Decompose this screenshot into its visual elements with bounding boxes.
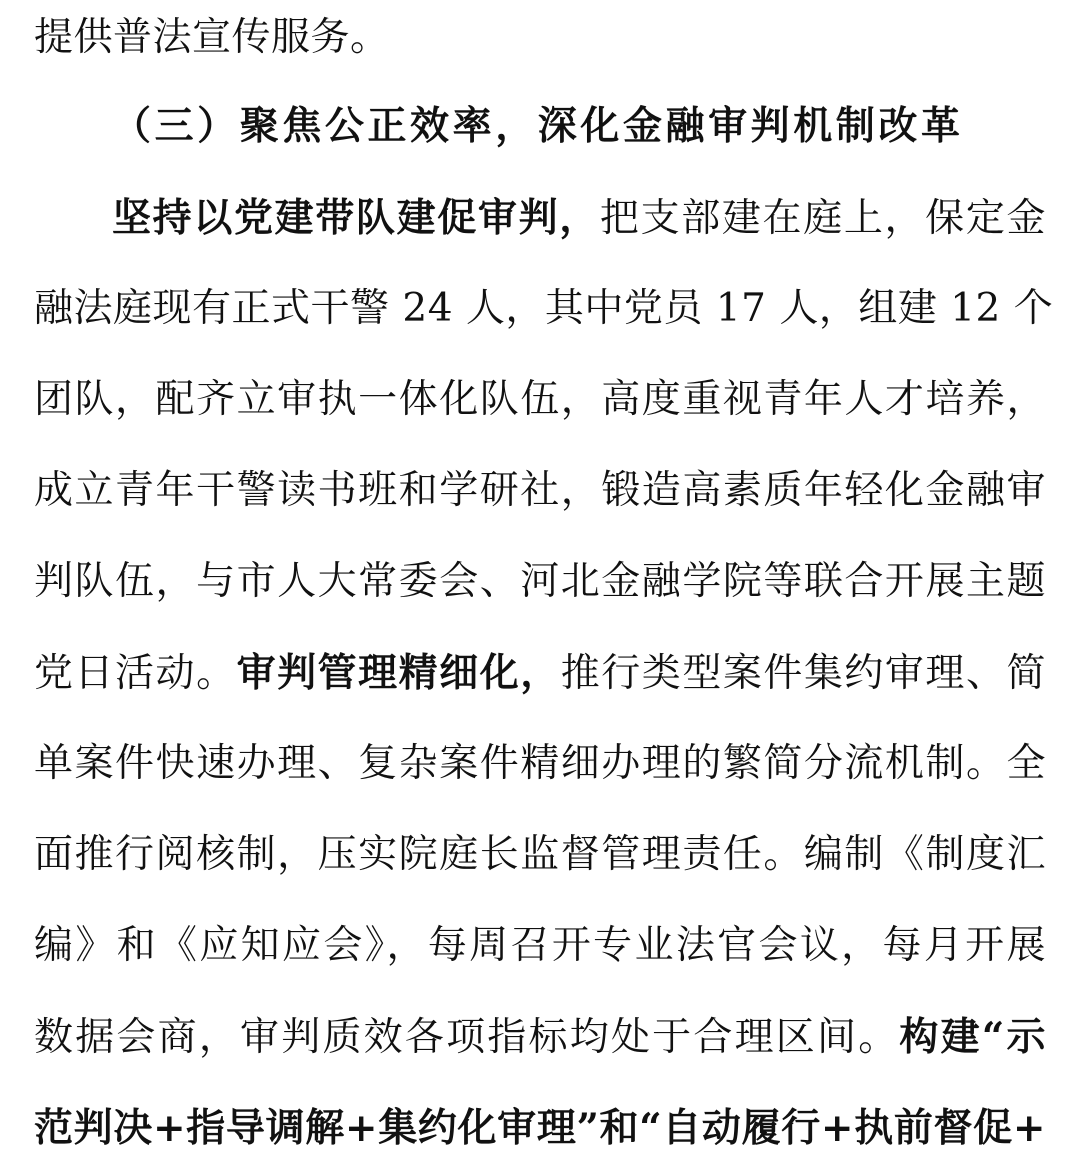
- body-line: 成立青年干警读书班和学研社，锻造高素质年轻化金融审: [34, 468, 1046, 513]
- body-line: [34, 641, 1046, 705]
- section-heading: （三）聚焦公正效率，深化金融审判机制改革: [112, 103, 962, 149]
- bold-lead-text: 审判管理精细化，: [236, 650, 561, 696]
- bold-lead-text: 坚持以党建带队建促审判，: [112, 195, 600, 241]
- body-line-bold: 范判决+指导调解+集约化审理”和“自动履行+执前督促+: [34, 1105, 1046, 1151]
- body-line: [34, 1005, 1046, 1069]
- body-line: 团队，配齐立审执一体化队伍，高度重视青年人才培养，: [34, 377, 1046, 422]
- body-line: 编》和《应知应会》，每周召开专业法官会议，每月开展: [34, 923, 1046, 968]
- paragraph-first-line: [112, 186, 1046, 250]
- body-text: 党日活动。: [34, 651, 237, 696]
- body-line: [34, 6, 1046, 70]
- body-text: 把支部建在庭上，保定金: [599, 196, 1046, 241]
- body-line: 面推行阅核制，压实院庭长监督管理责任。编制《制度汇: [34, 832, 1046, 877]
- body-text: 数据会商，审判质效各项指标均处于合理区间。: [34, 1015, 900, 1060]
- body-line: 判队伍，与市人大常委会、河北金融学院等联合开展主题: [34, 559, 1046, 604]
- body-text: 推行类型案件集约审理、简: [560, 651, 1046, 696]
- body-text: 提供普法宣传服务。: [34, 15, 390, 60]
- body-line: 融法庭现有正式干警 24 人，其中党员 17 人，组建 12 个: [34, 286, 1054, 331]
- body-line: 单案件快速办理、复杂案件精细办理的繁简分流机制。全: [34, 741, 1046, 786]
- bold-lead-text: 构建“示: [899, 1014, 1046, 1060]
